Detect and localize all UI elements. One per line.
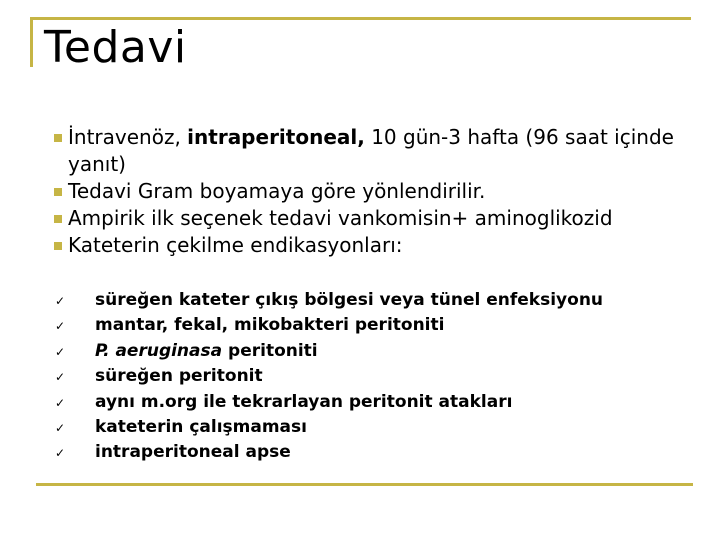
checkmark-icon: ✓ bbox=[55, 370, 66, 385]
frame-left-rule bbox=[30, 17, 33, 67]
checkmark-icon: ✓ bbox=[55, 421, 66, 436]
check-item bbox=[55, 288, 665, 313]
check-text: süreğen kateter çıkış bölgesi veya tünel enfeksiyonu bbox=[95, 290, 604, 310]
bullet-text-plain: İntravenöz, bbox=[68, 125, 188, 149]
bullet-item bbox=[54, 178, 674, 205]
checkmark-icon: ✓ bbox=[55, 294, 66, 308]
square-bullet-icon bbox=[54, 242, 62, 250]
check-item bbox=[55, 440, 665, 465]
check-text: peritoniti bbox=[228, 340, 318, 361]
check-text: aynı m.org ile tekrarlayan peritonit atakları bbox=[95, 391, 513, 412]
checkmark-icon: ✓ bbox=[55, 446, 66, 461]
check-list bbox=[55, 288, 665, 466]
bullet-text: Tedavi Gram boyamaya göre yönlendirilir. bbox=[68, 179, 486, 203]
frame-bottom-rule bbox=[36, 483, 693, 486]
bullet-text: Kateterin çekilme endikasyonları: bbox=[68, 233, 403, 257]
bullet-item bbox=[54, 205, 674, 232]
check-text: intraperitoneal apse bbox=[95, 442, 291, 463]
square-bullet-icon bbox=[54, 134, 62, 142]
check-item bbox=[55, 313, 665, 338]
square-bullet-icon bbox=[54, 215, 62, 223]
check-item bbox=[55, 415, 665, 440]
bullet-text: Ampirik ilk seçenek tedavi vankomisin+ aminoglikozid bbox=[68, 206, 613, 230]
square-bullet-icon bbox=[54, 188, 62, 196]
check-item bbox=[55, 339, 665, 364]
bullet-list bbox=[54, 124, 674, 259]
check-text: süreğen peritonit bbox=[95, 366, 263, 387]
bullet-item bbox=[54, 124, 674, 178]
checkmark-icon: ✓ bbox=[55, 344, 66, 359]
bullet-text-tail: 10 gün-3 hafta (96 saat içinde yanıt) bbox=[68, 125, 674, 176]
checkmark-icon: ✓ bbox=[55, 319, 66, 334]
bullet-item bbox=[54, 232, 674, 259]
bullet-text-bold: intraperitoneal, bbox=[187, 125, 365, 149]
frame-top-rule bbox=[30, 17, 691, 20]
check-text-italic: P. aeruginasa bbox=[95, 340, 229, 361]
checkmark-icon: ✓ bbox=[55, 395, 66, 410]
check-item bbox=[55, 390, 665, 415]
slide-title: Tedavi bbox=[44, 22, 187, 73]
bullet-text bbox=[68, 124, 674, 178]
check-item bbox=[55, 364, 665, 389]
check-text: kateterin çalışmaması bbox=[95, 417, 307, 438]
check-text: mantar, fekal, mikobakteri peritoniti bbox=[95, 315, 445, 336]
